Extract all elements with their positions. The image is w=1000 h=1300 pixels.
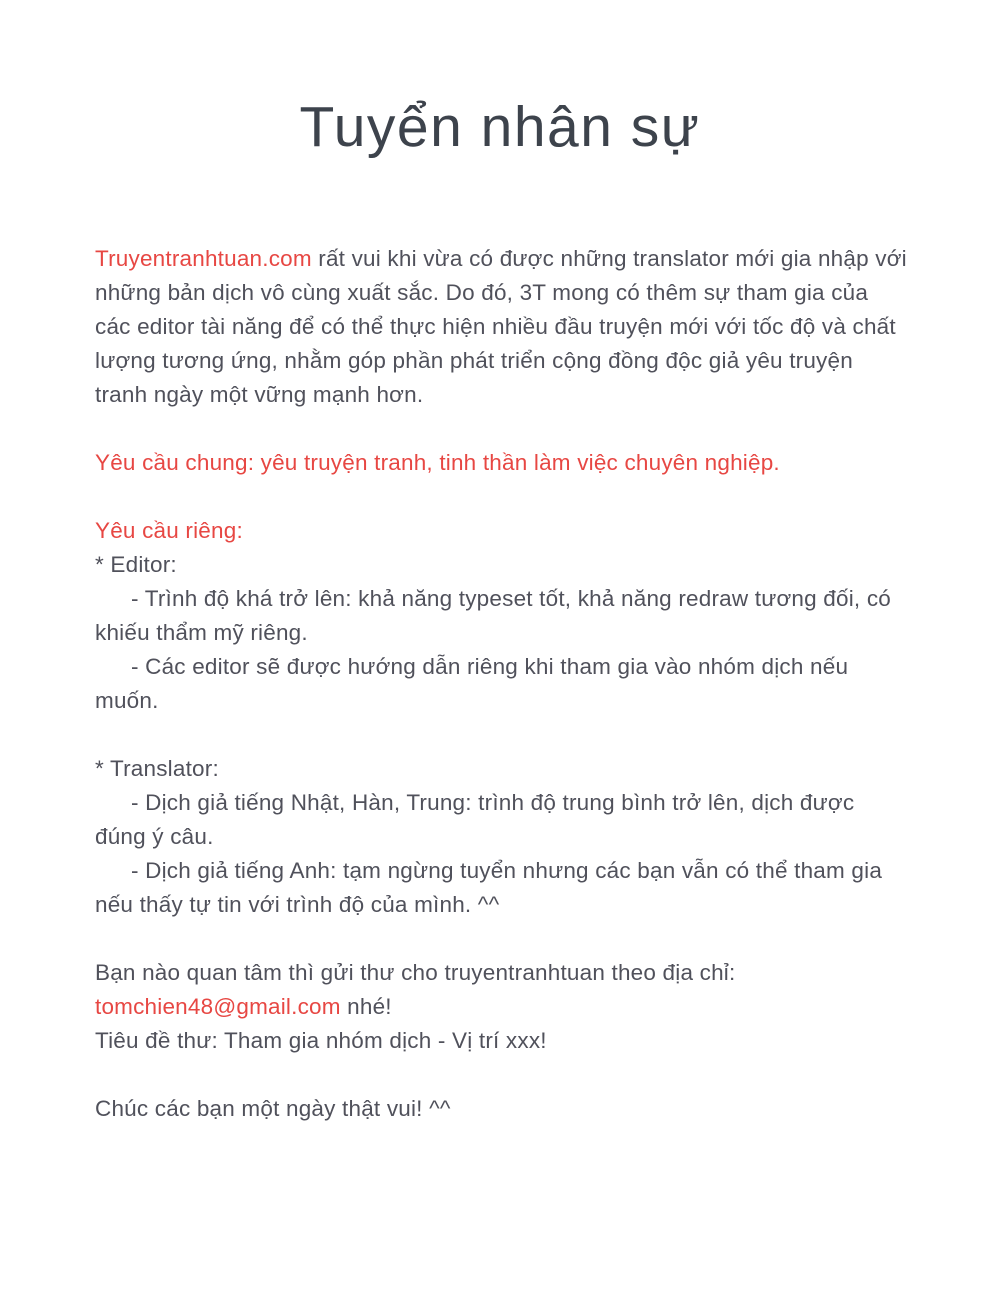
editor-requirement-item: - Trình độ khá trở lên: khả năng typeset tốt, khả năng redraw tương đối, có khiếu thẩm mỹ riêng. — [95, 586, 891, 645]
editor-requirement-item: - Các editor sẽ được hướng dẫn riêng khi tham gia vào nhóm dịch nếu muốn. — [95, 654, 849, 713]
translator-requirement-item: - Dịch giả tiếng Nhật, Hàn, Trung: trình độ trung bình trở lên, dịch được đúng ý câu. — [95, 790, 855, 849]
email-link[interactable]: tomchien48@gmail.com — [95, 994, 341, 1019]
closing-line: Chúc các bạn một ngày thật vui! ^^ — [95, 1096, 451, 1121]
email-suffix-text: nhé! — [340, 994, 392, 1019]
site-link[interactable]: Truyentranhtuan.com — [95, 246, 312, 271]
specific-requirements-section — [95, 514, 910, 718]
contact-email-line — [95, 990, 910, 1024]
document-body — [95, 242, 910, 1160]
translator-section — [95, 752, 910, 922]
general-requirement-line: Yêu cầu chung: yêu truyện tranh, tinh thần làm việc chuyên nghiệp. — [95, 450, 780, 475]
specific-requirement-heading: Yêu cầu riêng: — [95, 518, 243, 543]
contact-section — [95, 956, 910, 1058]
translator-requirement-item: - Dịch giả tiếng Anh: tạm ngừng tuyển nhưng các bạn vẫn có thể tham gia nếu thấy tự tin với trình độ của mình. ^^ — [95, 858, 883, 917]
editor-heading: * Editor: — [95, 552, 177, 577]
mail-subject-line: Tiêu đề thư: Tham gia nhóm dịch - Vị trí xxx! — [95, 1028, 547, 1053]
contact-intro-line: Bạn nào quan tâm thì gửi thư cho truyentranhtuan theo địa chỉ: — [95, 960, 736, 985]
translator-heading: * Translator: — [95, 756, 219, 781]
intro-paragraph — [95, 242, 910, 412]
intro-text: rất vui khi vừa có được những translator mới gia nhập với những bản dịch vô cùng xuất sắc. Do đó, 3T mong có thêm sự tham gia của các editor tài năng để có thể thực hiện nhiều đầu truyện mới với tốc độ và chất lượng tương ứng, nhằm góp phần phát triển cộng đồng độc giả yêu truyện tranh ngày một vững mạnh hơn. — [95, 246, 907, 407]
page-title: Tuyển nhân sự — [299, 95, 701, 159]
